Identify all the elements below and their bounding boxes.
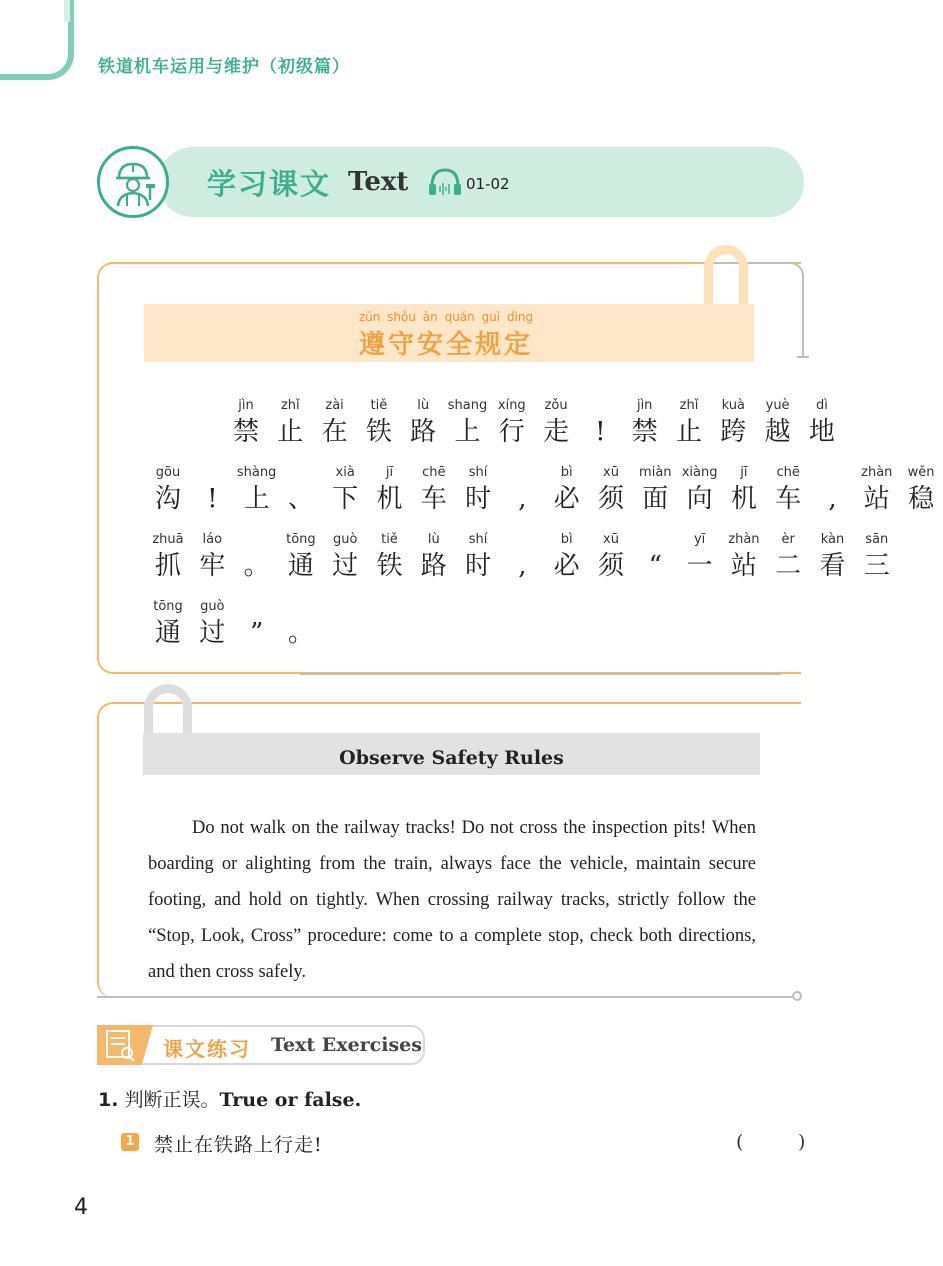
item-statement: 禁止在铁路上行走! xyxy=(154,1134,323,1156)
pinyin: shí xyxy=(468,465,488,480)
hanzi: 机 xyxy=(730,484,757,514)
answer-blank-close[interactable]: ) xyxy=(798,1131,806,1153)
pinyin: yī xyxy=(693,532,706,547)
pinyin: dì xyxy=(815,398,828,413)
hanzi: “ xyxy=(648,551,662,581)
hanzi: 站 xyxy=(730,551,757,581)
hanzi-cell xyxy=(589,465,633,515)
hanzi: 必 xyxy=(553,551,580,581)
translation-title: Observe Safety Rules xyxy=(339,747,564,769)
frame-decoration xyxy=(300,673,781,675)
hanzi-cell xyxy=(899,465,943,515)
hanzi-cell xyxy=(412,465,456,515)
pinyin: jìn xyxy=(238,398,254,413)
hanzi: 止 xyxy=(675,417,702,447)
pinyin: zhàn xyxy=(861,465,893,480)
hanzi: 铁 xyxy=(365,417,392,447)
hanzi-cell xyxy=(224,398,268,448)
pinyin: guò xyxy=(200,599,225,614)
pinyin: guò xyxy=(332,532,358,547)
pinyin xyxy=(235,532,279,550)
pinyin: tōng xyxy=(286,532,316,547)
hanzi: 须 xyxy=(597,484,624,514)
hanzi: 上 xyxy=(243,484,270,514)
hanzi-cell xyxy=(534,398,578,448)
pinyin: zǒu xyxy=(544,398,568,413)
pinyin: wěn xyxy=(907,465,935,480)
section-title-cn: 学习课文 xyxy=(207,167,332,201)
question-text-cn: 判断正误。 xyxy=(124,1089,220,1111)
pinyin: xíng xyxy=(497,398,526,413)
corner-decoration xyxy=(0,0,74,80)
hanzi-cell xyxy=(855,465,899,515)
hanzi-cell xyxy=(711,398,755,448)
hanzi-cell xyxy=(446,398,490,448)
pinyin: xiàng xyxy=(681,465,718,480)
pinyin: kàn xyxy=(820,532,845,547)
hanzi: ” xyxy=(249,618,264,648)
hanzi: 一 xyxy=(686,551,713,581)
hanzi-cell xyxy=(456,465,500,515)
lesson-title: 遵守安全规定 xyxy=(358,330,533,360)
hanzi-cell xyxy=(545,532,589,582)
pinyin: chē xyxy=(422,465,446,480)
hanzi-cell xyxy=(279,465,323,515)
hanzi-cell xyxy=(235,599,279,649)
hanzi-cell xyxy=(633,465,677,515)
pinyin: zhǐ xyxy=(280,398,300,413)
hanzi: 车 xyxy=(420,484,447,514)
audio-track-code: 01-02 xyxy=(466,175,510,193)
exercises-title-en: Text Exercises xyxy=(271,1034,422,1056)
hanzi-cell xyxy=(855,532,899,582)
hanzi-cell xyxy=(800,398,844,448)
hanzi: 止 xyxy=(277,417,304,447)
pinyin: xū xyxy=(603,532,619,547)
section-title-en: Text xyxy=(348,167,409,197)
question-number: 1. xyxy=(98,1089,119,1111)
hanzi: ! xyxy=(595,417,606,447)
pinyin: bì xyxy=(560,532,573,547)
hanzi-cell xyxy=(357,398,401,448)
hanzi: 须 xyxy=(597,551,624,581)
hanzi: 向 xyxy=(686,484,713,514)
hanzi: 必 xyxy=(553,484,580,514)
hanzi: 。 xyxy=(243,551,270,581)
hanzi-cell xyxy=(279,599,323,649)
hanzi-cell xyxy=(678,465,722,515)
pinyin: sān xyxy=(865,532,889,547)
lesson-line xyxy=(0,465,935,535)
hanzi: 机 xyxy=(376,484,403,514)
pinyin: lù xyxy=(417,398,430,413)
item-number-badge: 1 xyxy=(121,1133,139,1151)
hanzi: ! xyxy=(207,484,218,514)
pinyin: jī xyxy=(740,465,748,480)
pinyin: yuè xyxy=(765,398,790,413)
pinyin xyxy=(578,398,622,416)
page-number: 4 xyxy=(74,1195,88,1220)
hanzi-cell xyxy=(323,532,367,582)
hanzi: 通 xyxy=(287,551,314,581)
pinyin: miàn xyxy=(639,465,672,480)
hanzi: , xyxy=(828,484,837,514)
hanzi: , xyxy=(518,551,527,581)
hanzi-cell xyxy=(190,599,234,649)
pinyin: tōng xyxy=(153,599,183,614)
hanzi-cell xyxy=(623,398,667,448)
hanzi-cell xyxy=(633,532,677,582)
question-heading xyxy=(98,1085,361,1112)
hanzi: 看 xyxy=(819,551,846,581)
answer-blank-open[interactable]: ( xyxy=(736,1131,744,1153)
hanzi-cell xyxy=(722,465,766,515)
translation-body: Do not walk on the railway tracks! Do not cross the inspection pits! When boarding or alighting from the train, always face the vehicle, maintain secure footing, and hold on tightly. When crossing railway tracks, strictly follow the “Stop, Look, Cross” procedure: come to a complete stop, check both directions, and then cross safely. xyxy=(148,818,756,982)
hanzi: 地 xyxy=(808,417,835,447)
headphones-icon[interactable] xyxy=(427,166,463,202)
pinyin xyxy=(633,532,677,550)
hanzi-cell xyxy=(146,465,190,515)
hanzi-cell xyxy=(190,532,234,582)
hanzi: , xyxy=(518,484,527,514)
hanzi: 、 xyxy=(287,484,314,514)
hanzi: 上 xyxy=(454,417,481,447)
hanzi-cell xyxy=(500,532,544,582)
hanzi: 抓 xyxy=(154,551,181,581)
hanzi-cell xyxy=(766,532,810,582)
pinyin xyxy=(500,532,544,550)
pinyin: láo xyxy=(202,532,223,547)
hanzi-cell xyxy=(368,465,412,515)
lesson-line xyxy=(0,599,900,669)
hanzi: 二 xyxy=(775,551,802,581)
hanzi: 越 xyxy=(764,417,791,447)
hanzi-cell xyxy=(490,398,534,448)
worker-icon xyxy=(97,146,169,218)
lesson-title-pinyin: zūn shǒu ān quán guī dìng xyxy=(358,310,534,324)
hanzi: 禁 xyxy=(232,417,259,447)
hanzi-cell xyxy=(811,532,855,582)
hanzi-cell xyxy=(678,532,722,582)
hanzi-cell xyxy=(146,532,190,582)
hanzi-cell xyxy=(766,465,810,515)
hanzi-cell xyxy=(235,465,279,515)
hanzi: 跨 xyxy=(720,417,747,447)
pinyin xyxy=(811,465,855,483)
hanzi-cell xyxy=(401,398,445,448)
hanzi-cell xyxy=(412,532,456,582)
pinyin xyxy=(500,465,544,483)
hanzi: 过 xyxy=(199,618,226,648)
hanzi-cell xyxy=(667,398,711,448)
pinyin: chē xyxy=(776,465,800,480)
lesson-line xyxy=(0,532,900,602)
pinyin xyxy=(190,465,234,483)
pinyin: zhǐ xyxy=(679,398,699,413)
hanzi-cell xyxy=(279,532,323,582)
pinyin: lù xyxy=(427,532,440,547)
pinyin xyxy=(235,599,279,617)
hanzi: 路 xyxy=(420,551,447,581)
pinyin: tiě xyxy=(370,398,388,413)
pinyin: shang xyxy=(447,398,488,413)
hanzi: 走 xyxy=(543,417,570,447)
hook-decoration xyxy=(739,270,748,306)
hanzi: 。 xyxy=(287,618,314,648)
hanzi-cell xyxy=(578,398,622,448)
pinyin: zhuā xyxy=(152,532,184,547)
lesson-line xyxy=(0,398,900,468)
pinyin: bì xyxy=(560,465,573,480)
pinyin: jìn xyxy=(636,398,653,413)
pinyin: xià xyxy=(335,465,355,480)
hanzi: 稳 xyxy=(908,484,935,514)
corner-decoration-accent xyxy=(64,0,70,22)
hanzi-cell xyxy=(313,398,357,448)
pinyin: shí xyxy=(468,532,488,547)
hanzi: 三 xyxy=(863,551,890,581)
pinyin xyxy=(279,599,323,617)
hanzi: 铁 xyxy=(376,551,403,581)
hanzi: 牢 xyxy=(199,551,226,581)
hanzi: 下 xyxy=(332,484,359,514)
hanzi-cell xyxy=(268,398,312,448)
pinyin: jī xyxy=(385,465,394,480)
hanzi-cell xyxy=(811,465,855,515)
hanzi-cell xyxy=(368,532,412,582)
pinyin: zài xyxy=(325,398,344,413)
hanzi-cell xyxy=(589,532,633,582)
running-head: 铁道机车运用与维护（初级篇） xyxy=(98,57,350,77)
hanzi-cell xyxy=(323,465,367,515)
pinyin: gōu xyxy=(155,465,181,480)
exercises-title-cn: 课文练习 xyxy=(163,1037,251,1061)
pinyin: zhàn xyxy=(728,532,760,547)
frame-decoration xyxy=(97,996,794,998)
hanzi-cell xyxy=(190,465,234,515)
hanzi: 面 xyxy=(642,484,669,514)
hanzi-cell xyxy=(756,398,800,448)
pinyin: shàng xyxy=(236,465,277,480)
hanzi: 通 xyxy=(154,618,181,648)
hanzi-cell xyxy=(146,599,190,649)
hanzi: 沟 xyxy=(154,484,181,514)
frame-decoration xyxy=(797,356,809,358)
pinyin: xū xyxy=(603,465,619,480)
hanzi: 路 xyxy=(410,417,437,447)
frame-decoration xyxy=(792,991,802,1001)
hanzi: 行 xyxy=(498,417,525,447)
hanzi: 时 xyxy=(465,484,492,514)
hanzi-cell xyxy=(235,532,279,582)
pinyin xyxy=(279,465,323,483)
hanzi: 过 xyxy=(332,551,359,581)
pinyin: èr xyxy=(781,532,795,547)
hanzi-cell xyxy=(456,532,500,582)
pinyin: kuà xyxy=(721,398,745,413)
pinyin: tiě xyxy=(381,532,398,547)
hanzi: 在 xyxy=(321,417,348,447)
hanzi: 站 xyxy=(863,484,890,514)
hanzi-cell xyxy=(545,465,589,515)
question-text-en: True or false. xyxy=(219,1089,362,1111)
hanzi: 时 xyxy=(465,551,492,581)
hanzi: 车 xyxy=(775,484,802,514)
hanzi: 禁 xyxy=(631,417,658,447)
hanzi-cell xyxy=(722,532,766,582)
hanzi-cell xyxy=(500,465,544,515)
